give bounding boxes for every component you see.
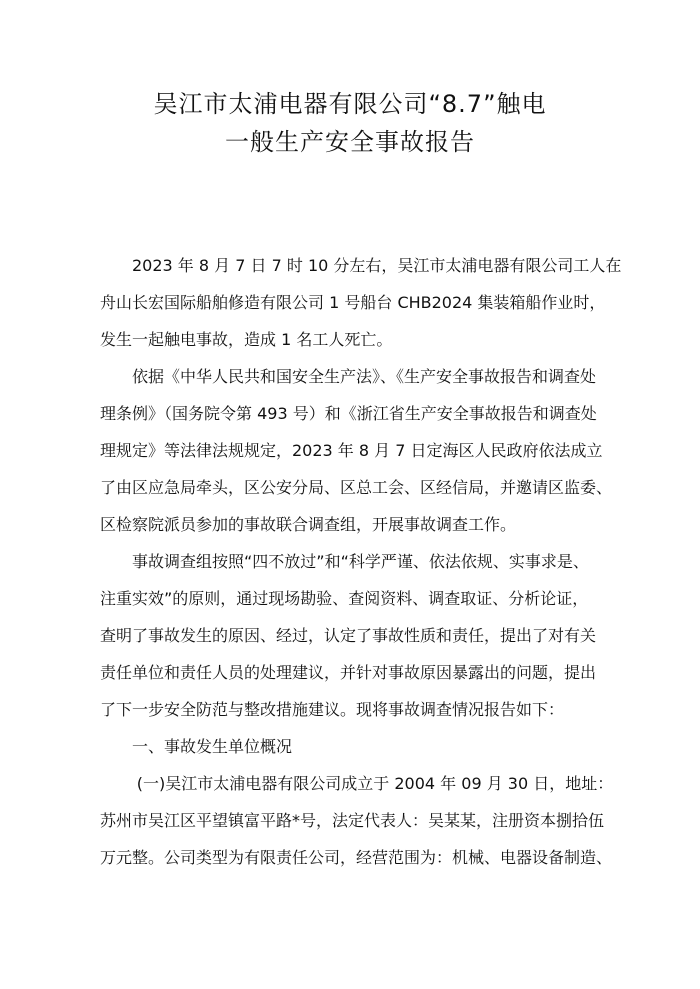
paragraph-line: 万元整。公司类型为有限责任公司，经营范围为：机械、电器设备制造、	[100, 848, 613, 867]
paragraph-line: 查明了事故发生的原因、经过，认定了事故性质和责任，提出了对有关	[100, 626, 597, 645]
paragraph-3	[100, 543, 600, 728]
paragraph-line: 了由区应急局牵头，区公安分局、区总工会、区经信局，并邀请区监委、	[100, 478, 613, 497]
title-line-1: 吴江市太浦电器有限公司“8.7”触电	[153, 90, 547, 118]
paragraph-line: 理规定》等法律法规规定，2023 年 8 月 7 日定海区人民政府依法成立	[100, 441, 603, 460]
paragraph-line: 区检察院派员参加的事故联合调查组，开展事故调查工作。	[100, 515, 517, 534]
paragraph-line: 舟山长宏国际船舶修造有限公司 1 号船台 CHB2024 集装箱船作业时，	[100, 293, 606, 312]
paragraph-line: 责任单位和责任人员的处理建议，并针对事故原因暴露出的问题，提出	[100, 663, 597, 682]
paragraph-2	[100, 358, 613, 543]
paragraph-line: 苏州市吴江区平望镇富平路*号，法定代表人：吴某某，注册资本捌拾伍	[100, 811, 605, 830]
title-line-2: 一般生产安全事故报告	[225, 128, 475, 156]
document-body	[100, 247, 622, 876]
paragraph-line: 2023 年 8 月 7 日 7 时 10 分左右，吴江市太浦电器有限公司工人在	[132, 256, 622, 275]
paragraph-line: 发生一起触电事故，造成 1 名工人死亡。	[100, 330, 393, 349]
paragraph-line: 依据《中华人民共和国安全生产法》、《生产安全事故报告和调查处	[132, 367, 597, 386]
paragraph-1	[100, 247, 622, 358]
paragraph-line: 了下一步安全防范与整改措施建议。现将事故调查情况报告如下：	[100, 700, 565, 719]
paragraph-line: 理条例》（国务院令第 493 号）和《浙江省生产安全事故报告和调查处	[100, 404, 597, 423]
sub-paragraph	[100, 765, 614, 876]
paragraph-line: 注重实效”的原则，通过现场勘验、查阅资料、调查取证、分析论证，	[100, 589, 589, 608]
paragraph-line: 事故调查组按照“四不放过”和“科学严谨、依法依规、实事求是、	[132, 552, 589, 571]
section-heading: 一、事故发生单位概况	[132, 737, 293, 756]
paragraph-line: (一)吴江市太浦电器有限公司成立于 2004 年 09 月 30 日，地址：	[136, 774, 614, 793]
document-title	[100, 0, 600, 161]
